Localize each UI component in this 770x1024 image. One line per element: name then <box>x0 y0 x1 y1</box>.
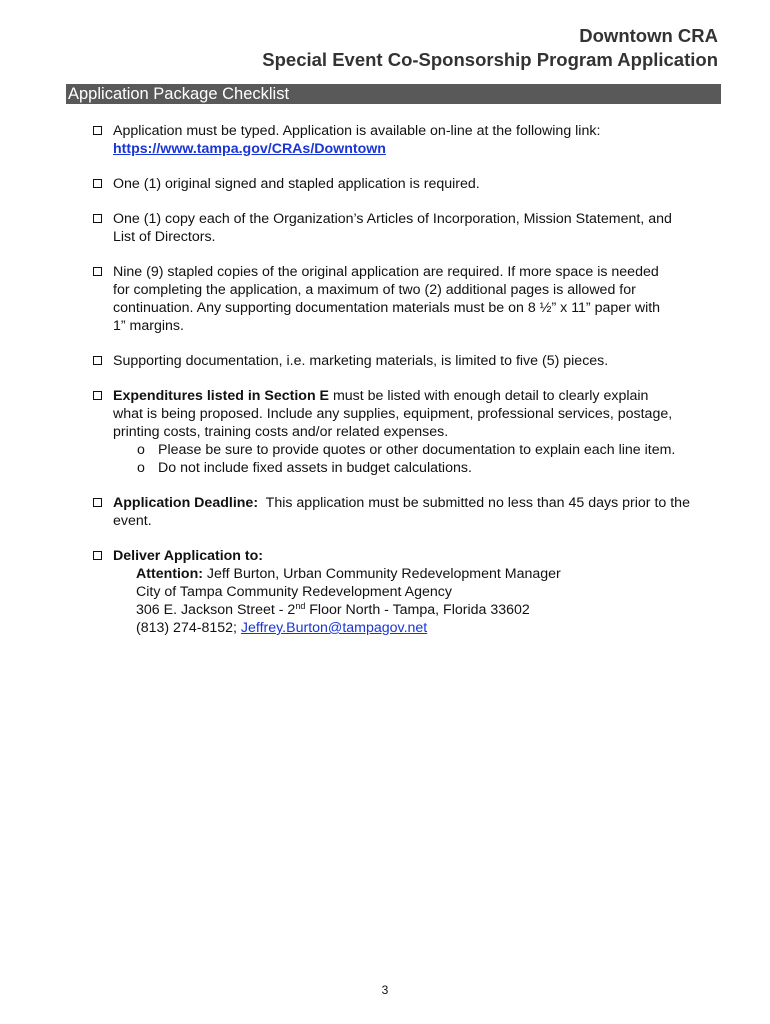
checklist-item-deliver <box>92 547 722 637</box>
item-text: Application must be typed. Application is available on-line at the following link: <box>113 123 601 139</box>
checkbox-icon[interactable] <box>93 179 102 188</box>
item-bold-label: Application Deadline: <box>113 495 259 511</box>
document-header <box>262 24 718 72</box>
item-text-line: printing costs, training costs and/or related expenses. <box>113 424 449 440</box>
header-title: Downtown CRA <box>579 25 718 46</box>
item-text-line: This application must be submitted no less than 45 days prior to the <box>258 495 690 511</box>
item-text-line: 1” margins. <box>113 318 184 334</box>
checklist-item-typed <box>92 122 722 158</box>
address-start: 306 E. Jackson Street - 2 <box>136 602 296 618</box>
contact-line <box>136 619 722 637</box>
section-title: Application Package Checklist <box>68 85 290 103</box>
item-text-line: event. <box>113 513 152 529</box>
item-text-line: One (1) copy each of the Organization’s Articles of Incorporation, Mission Statement, and <box>113 211 672 227</box>
sub-list <box>113 441 722 477</box>
sub-list-item <box>113 441 722 459</box>
checklist-item-deadline <box>92 494 722 530</box>
agency-name: City of Tampa Community Redevelopment Agency <box>136 584 452 600</box>
sub-list-item <box>113 459 722 477</box>
address-end: Floor North - Tampa, Florida 33602 <box>305 602 530 618</box>
checkbox-icon[interactable] <box>93 551 102 560</box>
checklist <box>92 122 722 654</box>
item-bold-label: Deliver Application to: <box>113 548 264 564</box>
item-text-line: List of Directors. <box>113 229 216 245</box>
bullet-icon: o <box>137 460 145 476</box>
checkbox-icon[interactable] <box>93 126 102 135</box>
checkbox-icon[interactable] <box>93 356 102 365</box>
checkbox-icon[interactable] <box>93 391 102 400</box>
item-text-line: Nine (9) stapled copies of the original application are required. If more space is needed <box>113 264 659 280</box>
bullet-icon: o <box>137 442 145 458</box>
checkbox-icon[interactable] <box>93 267 102 276</box>
checklist-item-expenditures <box>92 387 722 477</box>
email-link[interactable]: Jeffrey.Burton@tampagov.net <box>240 620 428 636</box>
section-title-bar <box>66 84 721 104</box>
checklist-item-original <box>92 175 722 193</box>
street-address <box>136 601 722 619</box>
address-superscript: nd <box>295 601 306 611</box>
sub-item-text: Please be sure to provide quotes or other documentation to explain each line item. <box>158 442 676 458</box>
checklist-item-copy <box>92 210 722 246</box>
header-subtitle: Special Event Co-Sponsorship Program Application <box>262 49 718 70</box>
delivery-address <box>113 565 722 637</box>
item-text-line: must be listed with enough detail to clearly explain <box>329 388 649 404</box>
cra-downtown-link[interactable]: https://www.tampa.gov/CRAs/Downtown <box>113 141 386 157</box>
checklist-item-nine-copies <box>92 263 722 335</box>
phone-number: (813) 274-8152; <box>136 620 241 636</box>
item-text-line: continuation. Any supporting documentation materials must be on 8 ½” x 11” paper with <box>113 300 661 316</box>
item-text: Supporting documentation, i.e. marketing materials, is limited to five (5) pieces. <box>113 353 609 369</box>
page-number: 3 <box>381 983 389 997</box>
checklist-item-supporting <box>92 352 722 370</box>
attention-label: Attention: <box>136 566 203 582</box>
checkbox-icon[interactable] <box>93 498 102 507</box>
item-text-line: for completing the application, a maximum of two (2) additional pages is allowed for <box>113 282 636 298</box>
sub-item-text: Do not include fixed assets in budget calculations. <box>158 460 472 476</box>
item-text-line: what is being proposed. Include any supplies, equipment, professional services, postage, <box>113 406 673 422</box>
item-text: One (1) original signed and stapled application is required. <box>113 176 480 192</box>
item-bold-label: Expenditures listed in Section E <box>113 388 330 404</box>
checkbox-icon[interactable] <box>93 214 102 223</box>
attention-text: Jeff Burton, Urban Community Redevelopment Manager <box>202 566 561 582</box>
